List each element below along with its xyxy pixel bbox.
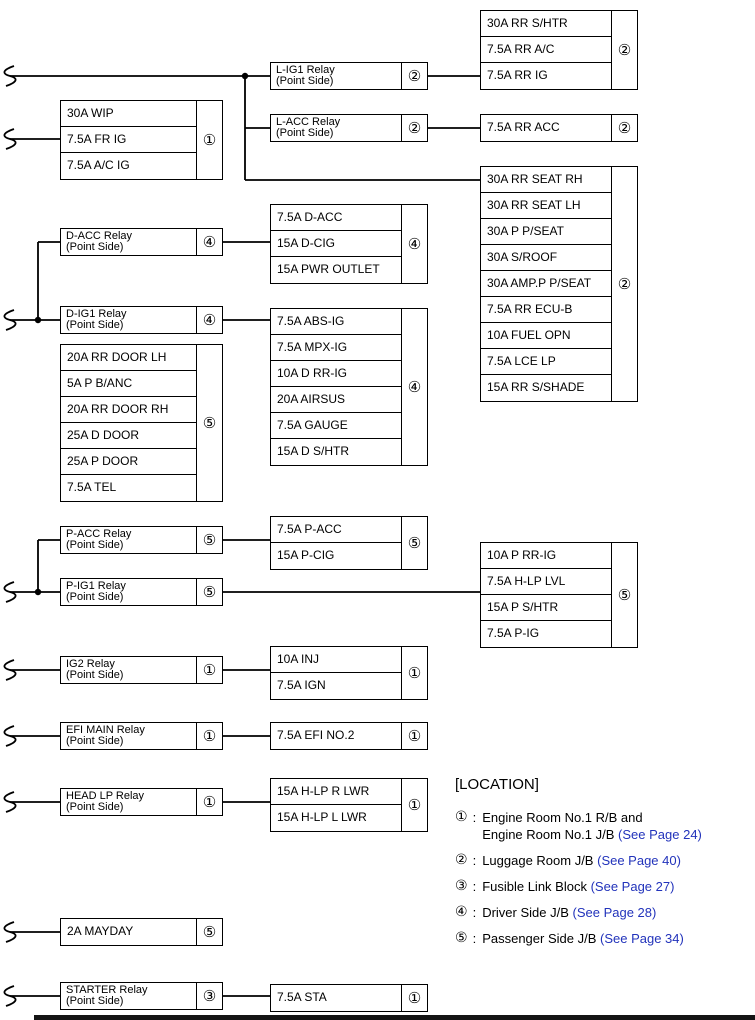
fuse-label: 25A D DOOR [61,423,196,449]
location-badge: ② [611,11,637,89]
relay-side: (Point Side) [66,539,124,551]
fuse-box-rr-acc [480,114,638,142]
location-badge: ④ [196,229,222,255]
fuse-label: 7.5A STA [277,990,327,1004]
junction-dot [35,317,41,323]
fuse-label: 30A S/ROOF [481,245,611,271]
relay-side: (Point Side) [66,241,124,253]
fuse-label: 10A P RR-IG [481,543,611,569]
legend-text: Luggage Room J/B [482,853,594,868]
fuse-label: 7.5A EFI NO.2 [277,728,355,742]
legend-text: Engine Room No.1 R/B and [482,810,643,825]
fuse-label: 15A D S/HTR [277,444,350,458]
page-edge [34,1015,755,1020]
location-badge: ⑤ [196,579,222,605]
fuse-label: 15A H-LP R LWR [271,779,401,805]
relay-name: L-IG1 Relay [276,63,335,76]
fuse-box-head-lp [270,778,428,832]
fuse-box-ig2 [270,646,428,700]
fuse-box-p-ig1 [480,542,638,648]
fuse-label: 20A AIRSUS [271,387,401,413]
relay-name: STARTER Relay [66,983,148,996]
location-badge: ⑤ [196,527,222,553]
fuse-label: 7.5A RR ECU-B [481,297,611,323]
legend-item-1 [455,809,753,843]
location-badge: ① [401,779,427,831]
relay-side: (Point Side) [66,591,124,603]
fuse-box-efi [270,722,428,750]
fuse-box-wip [60,100,223,180]
relay-p-acc [60,526,223,554]
location-legend [455,776,753,956]
relay-side: (Point Side) [276,127,334,139]
relay-name: L-ACC Relay [276,115,341,128]
junction-dot [35,589,41,595]
relay-name: P-IG1 Relay [66,579,126,592]
location-badge: ② [401,115,427,141]
fuse-label: 7.5A A/C IG [67,158,130,172]
legend-separator: : [472,879,477,894]
relay-name: D-ACC Relay [66,229,133,242]
relay-d-acc [60,228,223,256]
relay-name: EFI MAIN Relay [66,723,145,736]
fuse-label: 30A P P/SEAT [481,219,611,245]
fuse-label: 7.5A RR A/C [481,37,611,63]
fuse-label: 7.5A H-LP LVL [481,569,611,595]
location-badge: ⑤ [611,543,637,647]
relay-name: D-IG1 Relay [66,307,127,320]
location-number: ② [455,852,468,868]
fuse-box-doors [60,344,223,502]
fuse-label: 20A RR DOOR RH [61,397,196,423]
junction-dot [242,73,248,79]
fuse-box-luggage [480,166,638,402]
relay-l-ig1 [270,62,428,90]
fuse-label: 15A P S/HTR [481,595,611,621]
location-badge: ④ [401,205,427,283]
relay-name: HEAD LP Relay [66,789,145,802]
legend-title: [LOCATION] [455,776,539,793]
fuse-label: 2A MAYDAY [67,924,134,938]
legend-separator: : [472,853,477,868]
fuse-box-sta [270,984,428,1012]
fuse-label: 15A PWR OUTLET [277,262,380,276]
fuse-label: 7.5A RR IG [487,68,548,82]
relay-side: (Point Side) [66,319,124,331]
fuse-label: 30A RR S/HTR [481,11,611,37]
location-badge: ① [401,647,427,699]
legend-separator: : [472,931,477,946]
location-badge: ④ [196,307,222,333]
fuse-label: 7.5A TEL [67,480,117,494]
fuse-label: 7.5A FR IG [61,127,196,153]
fuse-label: 30A AMP.P P/SEAT [481,271,611,297]
fuse-label: 15A RR S/SHADE [487,380,585,394]
location-number: ④ [455,904,468,920]
relay-side: (Point Side) [276,75,334,87]
fuse-label: 7.5A GAUGE [271,413,401,439]
fuse-label: 30A RR SEAT RH [481,167,611,193]
legend-item-2 [455,852,753,869]
location-badge: ② [401,63,427,89]
location-badge: ① [196,723,222,749]
relay-name: P-ACC Relay [66,527,132,540]
see-page-link[interactable]: (See Page 24) [618,827,702,842]
fuse-label: 10A INJ [271,647,401,673]
relay-name: IG2 Relay [66,657,115,670]
fuse-box-p-acc [270,516,428,570]
legend-item-4 [455,904,753,921]
fuse-label: 7.5A LCE LP [481,349,611,375]
location-badge: ① [401,985,427,1011]
location-badge: ② [611,115,637,141]
legend-text: Engine Room No.1 J/B [482,827,615,842]
wire-break-icons [4,66,15,1006]
fuse-label: 10A FUEL OPN [481,323,611,349]
fuse-label: 15A P-CIG [277,548,335,562]
relay-ig2 [60,656,223,684]
relay-side: (Point Side) [66,735,124,747]
legend-text: Fusible Link Block [482,879,587,894]
see-page-link[interactable]: (See Page 27) [590,879,675,894]
location-number: ⑤ [455,930,468,946]
location-badge: ① [401,723,427,749]
relay-head-lp [60,788,223,816]
fuse-label: 25A P DOOR [61,449,196,475]
location-badge: ① [196,101,222,179]
fuse-label: 7.5A ABS-IG [271,309,401,335]
fuse-label: 20A RR DOOR LH [61,345,196,371]
see-page-link[interactable]: (See Page 28) [572,905,657,920]
relay-l-acc [270,114,428,142]
relay-p-ig1 [60,578,223,606]
see-page-link[interactable]: (See Page 34) [600,931,684,946]
fuse-box-mayday [60,918,223,946]
fuse-label: 5A P B/ANC [61,371,196,397]
location-badge: ④ [401,309,427,465]
relay-efi-main [60,722,223,750]
see-page-link[interactable]: (See Page 40) [597,853,681,868]
fuse-label: 15A H-LP L LWR [277,810,367,824]
fuse-label: 7.5A RR ACC [487,120,560,134]
fuse-label: 7.5A P-ACC [271,517,401,543]
location-number: ① [455,809,468,825]
legend-separator: : [472,905,477,920]
fuse-box-d-acc [270,204,428,284]
location-badge: ③ [196,983,222,1009]
location-badge: ⑤ [196,345,222,501]
legend-separator: : [472,810,477,825]
fuse-label: 30A RR SEAT LH [481,193,611,219]
location-badge: ⑤ [401,517,427,569]
fuse-box-d-ig1 [270,308,428,466]
fuse-label: 10A D RR-IG [271,361,401,387]
legend-item-3 [455,878,753,895]
fuse-label: 7.5A MPX-IG [271,335,401,361]
fuse-label: 7.5A D-ACC [271,205,401,231]
legend-item-5 [455,930,753,947]
fuse-label: 7.5A IGN [277,678,326,692]
relay-side: (Point Side) [66,669,124,681]
legend-text: Driver Side J/B [482,905,569,920]
location-badge: ② [611,167,637,401]
fuse-label: 7.5A P-IG [487,626,540,640]
fuse-label: 30A WIP [61,101,196,127]
relay-d-ig1 [60,306,223,334]
location-badge: ① [196,789,222,815]
location-badge: ① [196,657,222,683]
location-number: ③ [455,878,468,894]
relay-side: (Point Side) [66,801,124,813]
legend-text: Passenger Side J/B [482,931,597,946]
fuse-label: 15A D-CIG [271,231,401,257]
fuse-box-rr-htr [480,10,638,90]
relay-starter [60,982,223,1010]
location-badge: ⑤ [196,919,222,945]
relay-side: (Point Side) [66,995,124,1007]
